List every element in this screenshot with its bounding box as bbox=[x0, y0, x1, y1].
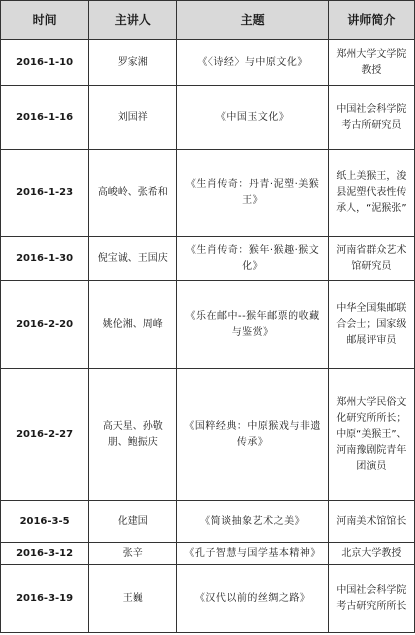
cell-speaker: 高峻岭、张希和 bbox=[89, 150, 177, 237]
table-row bbox=[1, 369, 415, 501]
cell-date: 2016-1-10 bbox=[1, 40, 89, 86]
cell-date: 2016-3-19 bbox=[1, 565, 89, 633]
cell-topic: 《孔子智慧与国学基本精神》 bbox=[177, 543, 328, 565]
header-date: 时间 bbox=[1, 1, 89, 40]
cell-speaker: 高天星、孙敬朋、鲍振庆 bbox=[89, 369, 177, 501]
cell-topic: 《汉代以前的丝绸之路》 bbox=[177, 565, 328, 633]
table-row bbox=[1, 281, 415, 369]
cell-topic: 《生肖传奇：猴年·猴趣·猴文化》 bbox=[177, 237, 328, 281]
header-intro: 讲师简介 bbox=[328, 1, 414, 40]
cell-speaker: 刘国祥 bbox=[89, 86, 177, 150]
cell-topic: 《国粹经典：中原猴戏与非遗传承》 bbox=[177, 369, 328, 501]
cell-speaker: 化建国 bbox=[89, 501, 177, 543]
table-row bbox=[1, 40, 415, 86]
cell-date: 2016-1-30 bbox=[1, 237, 89, 281]
table-row bbox=[1, 86, 415, 150]
cell-intro: 北京大学教授 bbox=[328, 543, 414, 565]
table-row bbox=[1, 501, 415, 543]
cell-intro: 河南美术馆馆长 bbox=[328, 501, 414, 543]
cell-speaker: 姚伦湘、周峰 bbox=[89, 281, 177, 369]
cell-intro: 中华全国集邮联合会士；国家级邮展评审员 bbox=[328, 281, 414, 369]
cell-intro: 郑州大学文学院教授 bbox=[328, 40, 414, 86]
cell-topic: 《中国玉文化》 bbox=[177, 86, 328, 150]
table-row bbox=[1, 237, 415, 281]
cell-topic: 《〈诗经〉与中原文化》 bbox=[177, 40, 328, 86]
cell-topic: 《生肖传奇：丹青·泥塑·美猴王》 bbox=[177, 150, 328, 237]
header-speaker: 主讲人 bbox=[89, 1, 177, 40]
header-topic: 主题 bbox=[177, 1, 328, 40]
cell-speaker: 张辛 bbox=[89, 543, 177, 565]
cell-date: 2016-1-23 bbox=[1, 150, 89, 237]
cell-topic: 《乐在邮中--猴年邮票的收藏与鉴赏》 bbox=[177, 281, 328, 369]
table-row bbox=[1, 565, 415, 633]
cell-date: 2016-2-27 bbox=[1, 369, 89, 501]
cell-speaker: 倪宝诚、王国庆 bbox=[89, 237, 177, 281]
cell-date: 2016-3-12 bbox=[1, 543, 89, 565]
cell-intro: 河南省群众艺术馆研究员 bbox=[328, 237, 414, 281]
cell-speaker: 王巍 bbox=[89, 565, 177, 633]
cell-intro: 中国社会科学院考古所研究员 bbox=[328, 86, 414, 150]
cell-topic: 《简谈抽象艺术之美》 bbox=[177, 501, 328, 543]
table-row bbox=[1, 150, 415, 237]
cell-date: 2016-1-16 bbox=[1, 86, 89, 150]
cell-intro: 纸上美猴王，浚县泥塑代表性传承人，“泥猴张” bbox=[328, 150, 414, 237]
table-row bbox=[1, 543, 415, 565]
cell-speaker: 罗家湘 bbox=[89, 40, 177, 86]
cell-date: 2016-3-5 bbox=[1, 501, 89, 543]
header-row bbox=[1, 1, 415, 40]
cell-intro: 中国社会科学院考古研究所所长 bbox=[328, 565, 414, 633]
cell-intro: 郑州大学民俗文化研究所所长；中原“美猴王”、河南豫剧院青年团演员 bbox=[328, 369, 414, 501]
cell-date: 2016-2-20 bbox=[1, 281, 89, 369]
